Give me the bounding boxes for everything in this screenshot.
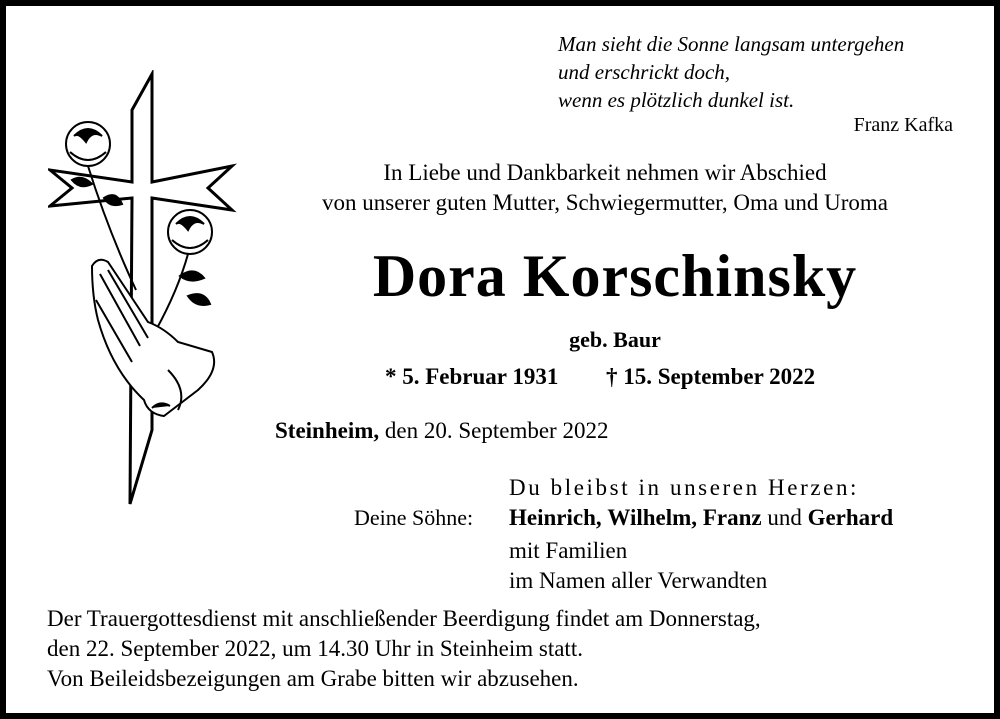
son-name: Franz [702, 505, 762, 530]
quote-line: wenn es plötzlich dunkel ist. [558, 88, 795, 112]
quote [558, 30, 904, 114]
quote-line: Man sieht die Sonne langsam untergehen [558, 32, 905, 56]
service-line: Von Beileidsbezeigungen am Grabe bitten wir abzusehen. [47, 666, 579, 691]
cross-roses-praying-hands-emblem [48, 70, 238, 506]
quote-author: Franz Kafka [853, 114, 953, 136]
farewell-intro [250, 158, 960, 218]
death-date: † 15. September 2022 [606, 364, 816, 389]
mourners-motto: Du bleibst in unseren Herzen: [509, 475, 860, 500]
birth-name: geb. Baur [569, 327, 661, 352]
families-line: mit Familien [509, 538, 628, 563]
birth-date: * 5. Februar 1931 [385, 364, 559, 389]
son-name: Gerhard [807, 505, 894, 530]
rose-icon [156, 210, 212, 330]
intro-line: In Liebe und Dankbarkeit nehmen wir Abschied [383, 160, 827, 185]
mourners-families [509, 536, 767, 596]
place: Steinheim, [275, 418, 380, 443]
deceased-name: Dora Korschinsky [372, 243, 858, 309]
sons-label: Deine Söhne: [354, 505, 474, 530]
intro-line: von unserer guten Mutter, Schwiegermutter, Oma und Uroma [322, 190, 888, 215]
relatives-line: im Namen aller Verwandten [509, 568, 768, 593]
son-name: Wilhelm, [607, 505, 698, 530]
place-date [275, 418, 608, 444]
service-notice [47, 604, 761, 694]
service-line: den 22. September 2022, um 14.30 Uhr in Steinheim statt. [47, 636, 583, 661]
sons-names [509, 505, 893, 531]
conjunction: und [767, 505, 802, 530]
quote-line: und erschrickt doch, [558, 60, 731, 84]
date: den 20. September 2022 [384, 418, 609, 443]
service-line: Der Trauergottesdienst mit anschließender Beerdigung findet am Donnerstag, [47, 606, 761, 631]
son-name: Heinrich, [509, 505, 602, 530]
